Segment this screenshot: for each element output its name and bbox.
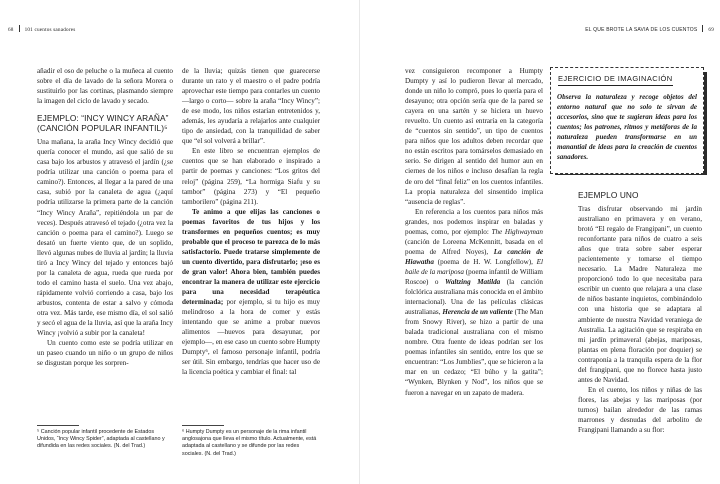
text: En referencia a los cuentos para niños más grandes, nos podemos inspirar en baladas y poemas, como, por ejemplo: (405, 207, 543, 236)
text: (poema de H. W. Longfellow), (433, 257, 537, 266)
text: (la canción folclórica australiana más conocida en el ámbito internacional). Una de las películas clásicas australianas, (405, 277, 543, 317)
text: (poema infantil de William Roscoe) o (405, 267, 543, 286)
text: por ejemplo, si tu hijo es muy melindroso a la hora de comer y estás intentando que se anime a probar nuevos alimentos —huevos para desayunar, por ejemplo—, en ese caso un cuento sobre Humpty Dumpty⁶, el famoso personaje infantil, podría ser útil. Sin embargo, tendrías que hacer uso de la licencia poética y cambiar el final: tal (182, 298, 321, 377)
paragraph (182, 207, 320, 378)
bold-text: Te animo a que elijas las canciones o poemas favoritos de tus hijos y los transformes en pequeños cuentos; es muy probable que el proceso te parezca de lo más satisfactorio. Puede tratarse simplemente de un cuento divertido, para disfrutarlo; ¡eso es de gran valor! Ahora bien, también puedes encontrar la manera de utilizar este ejercicio para una necesidad terapéutica determinada; (182, 207, 320, 307)
paragraph (405, 207, 543, 398)
paragraph: añadir el oso de peluche o la muñeca al cuento sobre el día de lavado de la señora Morera o sustituirlo por las cortinas, plasmando siempre la imagen del ciclo de lavado y secado. (37, 67, 173, 106)
book-title: 101 cuentos sanadores (24, 27, 76, 33)
italic-title: The Highwayman (491, 227, 543, 236)
footnote-rule (37, 425, 79, 426)
paragraph: Una mañana, la araña Incy Wincy decidió que quería conocer el mundo, así que salió de su casa bajo los arbustos y atravesó el jardín (¿se podría utilizar una canción o poema para el camino?). Entonces, al llegar a la pared de una casa, subió por la canaleta de agua (¿aquí podría utilizarse la primera parte de la canción “Incy Wincy Araña”, repitiéndola un par de veces). Después atravesó el tejado (¿otra vez la canción o poema para el camino?). Luego se desató un fuerte viento que, de un soplido, llevó algunas nubes de lluvia al jardín; la lluvia tiró a Incy Wincy del tejado y entonces bajó por la canaleta de agua, rueda que rueda por todo el camino hasta el suelo. Una vez abajo, rápidamente volvió corriendo a casa, bajo los arbustos, contenta de estar a salvo y cómoda otra vez. Más tarde, ese mismo día, el sol salió y secó el agua de la lluvia, así que la araña Incy Wincy ¡volvió a subir por la canaleta! (37, 138, 174, 338)
left-column-2 (182, 66, 320, 377)
text: (canción de Loreena McKennitt, basada en el poema de Alfred Noyes), (405, 237, 543, 256)
exercise-text: Observa la naturaleza y recoge objetos del entorno natural que no solo te sirvan de accesorios, sino que te sugieran ideas para los cuentos; los patrones, ritmos y metáforas de la naturaleza pueden transformarse en un manantial de ideas para la creación de cuentos sanadores. (557, 93, 697, 161)
right-page-number: 69 (708, 27, 714, 33)
running-head-separator (702, 25, 703, 32)
italic-title: Waltzing Matilda (445, 277, 501, 286)
chapter-title: EL QUE BROTE LA SAVIA DE LOS CUENTOS (585, 27, 698, 33)
paragraph: Un cuento como este se podría utilizar en un paseo cuando un niño o un grupo de niños se disgustan porque les sorpren- (37, 339, 173, 368)
italic-title: Herencia de un valiente (442, 308, 513, 317)
text: (The Man from Snowy River), se hizo a partir de una balada tradicional australiana con el mismo nombre. Otra fuente de ideas podrían ser los poemas infantiles sin sentido, entre los que se encuentran: “Los Jumblies”, que se hicieron a la mar en un cedazo; “El búho y la gatita”; “Wynken, Blynken y Nod”, los niños que se fueron a navegar en un zapato de madera. (405, 308, 544, 397)
right-column-1 (405, 66, 543, 398)
paragraph: de la lluvia; quizás tienen que guarecerse durante un rato y el maestro o el padre podría aprovechar este tiempo para contarles un cuento —largo o corto— sobre la araña “Incy Wincy”; de ese modo, los niños estarían entretenidos y, además, les ayudaría a relajarlos ante cualquier tipo de ansiedad, con la tranquilidad de saber que “el sol volverá a brillar”. (182, 67, 320, 146)
left-running-head (8, 25, 75, 33)
section-heading: EJEMPLO: “INCY WINCY ARAÑA” (CANCIÓN POPULAR INFANTIL)⁵ (37, 113, 169, 134)
section-heading: EJEMPLO UNO (578, 190, 639, 200)
paragraph: Tras disfrutar observando mi jardín australiano en primavera y en verano, brotó “El regalo de Frangipani”, un cuento reconfortante para niños de cuatro a seis años que trata sobre saber esperar pacientemente y tomarse el tiempo necesario. La Madre Naturaleza me proporcionó todo lo que necesitaba para escribir un cuento que relajara a una clase de niños bastante inquietos, combinándolo con una historia que se adaptara al ambiente de nuestra Navidad veraniega de Australia. La agitación que se respiraba en mi jardín primaveral (abejas, mariposas, plantas en plena floración por doquier) se contraponía a la tranquila espera de la flor del frangipani, que no florece hasta justo antes de Navidad. (578, 205, 702, 384)
italic-title: El baile de la mariposa (405, 257, 543, 276)
italic-title: La canción de Hiawatha (405, 247, 543, 266)
footnote-6: ⁶ Humpty Dumpty es un personaje de la rima infantil anglosajona que lleva el mismo título. Actualmente, está adaptada al castellano y se difunde por las redes sociales. (N. del Trad.) (182, 429, 317, 457)
exercise-title: EJERCICIO DE IMAGINACIÓN (558, 74, 673, 86)
left-page-number: 68 (8, 27, 14, 33)
paragraph: En este libro se encuentran ejemplos de cuentos que se han elaborado e inspirado a partir de poemas y canciones: “Los gritos del reloj” (página 259), “La hormiga Siafu y su tambor” (página 273) y “El pequeño tamborilero” (página 211). (182, 147, 320, 206)
left-column-1 (37, 66, 173, 368)
paragraph: En el cuento, los niños y niñas de las flores, las abejas y las mariposas (por turnos) bailan alrededor de las ramas marrones y desnudas del arbolito de Frangipani llamando a su flor: (578, 385, 702, 435)
paragraph: vez consiguieron recomponer a Humpty Dumpty y así lo pudieron llevar al mercado, donde un niño lo compró, pues lo quería para el desayuno; otra opción sería que de la pared se cayera en una sartén y se hiciera un huevo revuelto. Un cuento así entraría en la categoría de “cuentos sin sentido”, un tipo de cuentos para niños que los adultos deben recordar que no están escritos para tomárselos demasiado en serio. Se dirigen al sentido del humor aun en ciernes de los niños e incluso desafían la regla de oro del “final feliz” en los cuentos infantiles. La propia naturaleza del sinsentido implica “ausencia de reglas”. (405, 67, 543, 206)
exercise-box (550, 67, 704, 174)
right-column-2 (578, 186, 702, 435)
right-running-head (585, 25, 714, 33)
footnote-rule (182, 425, 224, 426)
running-head-separator (19, 25, 20, 32)
footnote-5: ⁵ Canción popular infantil procedente de Estados Unidos, “Incy Wincy Spider”, adaptada al castellano y difundida en las redes sociales. (N. del Trad.) (37, 429, 165, 450)
